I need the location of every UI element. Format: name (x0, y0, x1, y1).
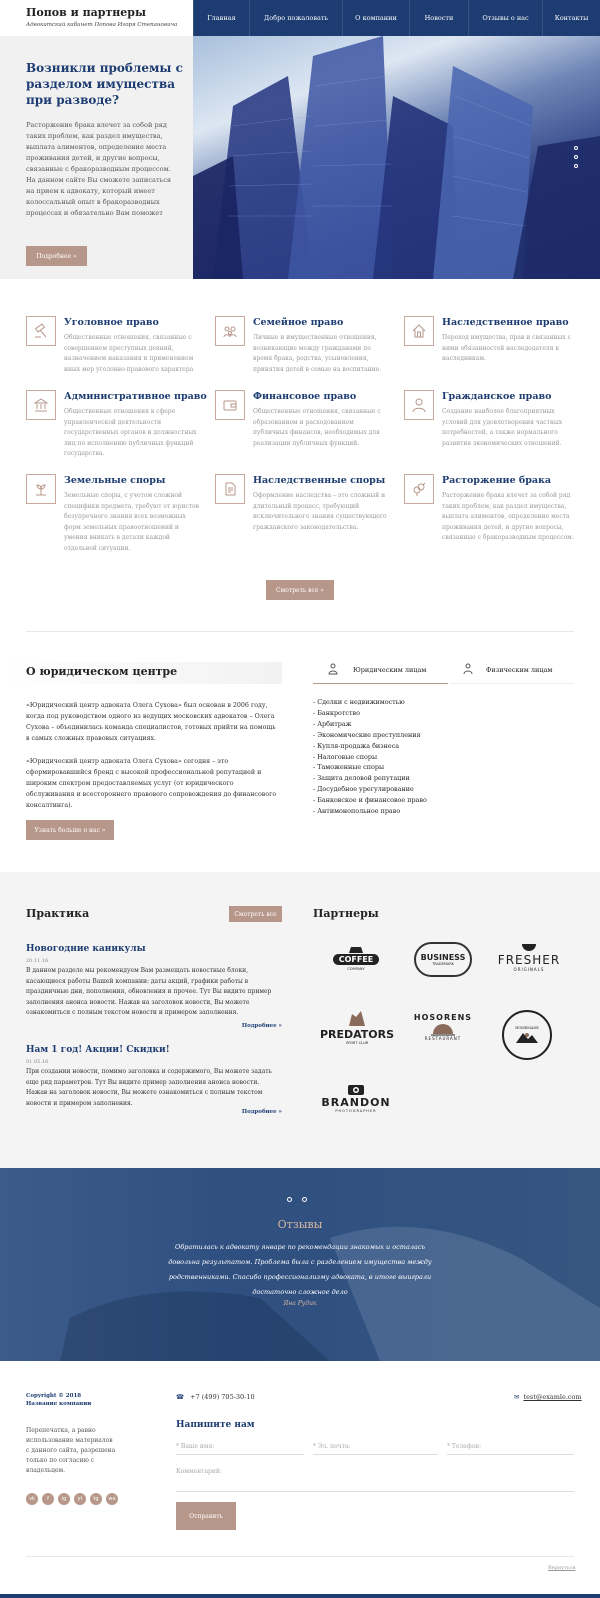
partner-logo-hosorens[interactable]: HOSORENS RESTAURANT (413, 1013, 473, 1041)
news-more-link[interactable]: Подробнее » (241, 1109, 282, 1116)
review-text: Обратилась к адвокату январе по рекомендации знакомых и осталась довольна результатом. Проблема была с разделением имущества между родственниками. Спасибо профессионализму адвоката, в итоге выиграли достаточно сложное дело (168, 1243, 432, 1296)
news-item (26, 944, 282, 1029)
brand-subtitle: Адвокатский кабинет Попова Игоря Степановича (26, 22, 178, 28)
facebook-icon[interactable]: f (42, 1493, 54, 1505)
news-item (26, 1045, 282, 1115)
service-text: Общественные отношения, связанные с образованием и расходованием публичных финансов, необходимых для реализации публичных функций. (253, 408, 381, 447)
list-item: - Таможенные споры (313, 763, 385, 772)
footer-note: Перепечатка, а равно использование материалов с данного сайта, разрешена только по согласию с владельцем. (26, 1427, 116, 1474)
about-paragraph: «Юридический центр адвоката Олега Сухова» был основан в 2006 году, когда под руководством одного из ведущих московских адвокатов – Олега Сухова – объединилась команда специалистов, готовых прийти на помощь в самых сложных правовых ситуациях. (26, 702, 276, 742)
list-item: - Банкротство (313, 708, 360, 717)
service-card[interactable] (215, 474, 395, 544)
nav-item-reviews[interactable]: Отзывы о нас (468, 0, 542, 36)
list-item: - Купля-продажа бизнеса (313, 741, 400, 750)
review-author: Яна Рудик (283, 1300, 317, 1307)
hero-image (193, 36, 600, 279)
comment-field[interactable]: Комментарий: (176, 1466, 574, 1492)
hero-text: Расторжение брака влечет за собой ряд таких проблем, как раздел имущества, выплата алиментов, определение места проживания детей, и другие вопросы, связанные с бракоразводным процессом. На данном сайте Вы сможете записаться на прием к адвокату, который имеет колоссальный опыт в бракоразводных процессах и обязательно Вам поможет (26, 121, 172, 217)
gender-icon (404, 474, 434, 504)
partner-logo-homemade[interactable]: HOMEMADE (502, 1010, 552, 1060)
footer-bottom-link[interactable]: Вернуться (548, 1565, 576, 1571)
about-title-bar (0, 662, 282, 684)
vk-icon[interactable]: vk (26, 1493, 38, 1505)
service-title: Земельные споры (64, 475, 166, 486)
services-view-all-button[interactable]: Смотреть все » (266, 580, 334, 600)
tab-label: Физическим лицам (486, 665, 553, 674)
hero-slider-dots[interactable] (574, 146, 578, 173)
list-item: - Налоговые споры (313, 752, 378, 761)
copyright-text: Copyright © 2018 (26, 1393, 82, 1399)
nav-item-contacts[interactable]: Контакты (542, 0, 600, 36)
email-field[interactable]: * Эл. почта: (313, 1441, 438, 1455)
service-text: Переход имущества, прав и связанных с ними обязанностей наследодателя к наследникам. (442, 334, 571, 363)
service-card[interactable] (26, 390, 206, 460)
service-text: Создание наиболее благоприятных условий для удовлетворения частных потребностей, а также нормального развития экономических отношений. (442, 408, 563, 447)
partner-logo-business[interactable]: BUSINESS TRADEMARK (412, 942, 474, 977)
service-card[interactable] (26, 474, 206, 552)
service-text: Общественные отношения в сфере управленческой деятельности государственных органов и должностных лиц по исполнению публичных функций государства. (64, 408, 197, 458)
brand[interactable] (0, 0, 193, 36)
youtube-icon[interactable]: yt (74, 1493, 86, 1505)
contact-form-title: Напишите нам (176, 1420, 255, 1430)
service-title: Семейное право (253, 317, 344, 328)
partner-logo-coffee[interactable]: COFFEE COMPANY (326, 944, 386, 971)
review-slider-dots[interactable] (287, 1197, 307, 1202)
practice-title: Практика (26, 907, 90, 920)
news-title[interactable]: Новогодние каникулы (26, 944, 146, 954)
nav-item-welcome[interactable]: Добро пожаловать (249, 0, 342, 36)
mail-icon: ✉ (514, 1393, 520, 1401)
list-item: - Защита деловой репутации (313, 774, 410, 783)
hero-panel (0, 36, 193, 279)
phone-number: +7 (499) 705-30-10 (190, 1393, 255, 1401)
telegram-icon[interactable]: tg (90, 1493, 102, 1505)
list-item: - Арбитраж (313, 719, 352, 728)
service-card[interactable] (404, 474, 584, 544)
copyright (26, 1392, 91, 1408)
whatsapp-icon[interactable]: wa (106, 1493, 118, 1505)
social-links (26, 1493, 118, 1505)
divider (26, 631, 574, 632)
service-title: Гражданское право (442, 391, 552, 402)
email-address: test@examle.com (523, 1393, 582, 1401)
brand-title: Попов и партнеры (26, 6, 147, 19)
site-header (0, 0, 600, 36)
service-text: Расторжение брака влечет за собой ряд таких проблем, как раздел имущества, выплата алиментов, определение места проживания детей, и другие вопросы, связанные с бракоразводным процессом. (442, 492, 574, 542)
about-more-button[interactable]: Узнать больше о нас » (26, 820, 114, 840)
bank-icon (26, 390, 56, 420)
document-icon (215, 474, 245, 504)
service-text: Личные и имущественные отношения, возникающие между гражданами по время брака, родства, усыновления, принятия детей в семью на воспитание. (253, 334, 382, 373)
service-title: Расторжение брака (442, 475, 552, 486)
footer-email[interactable] (514, 1393, 582, 1401)
about-title: О юридическом центре (26, 665, 178, 678)
list-item: - Экономические преступления (313, 730, 421, 739)
news-text: В данном разделе мы рекомендуем Вам размещать новостные блоки, касающиеся работы Вашей компании: даты акций, графики работы в праздничные дни, пополнения, обновления и прочее. Тут Вы видите пример заполнения анонса новости. Нажав на заголовок новости, Вы можете ознакомиться с полным текстом новости и примером заполнения. (26, 967, 272, 1017)
family-icon (215, 316, 245, 346)
submit-button[interactable]: Отправить (176, 1502, 236, 1530)
service-text: Земельные споры, с учетом сложной специфики предмета, требуют от юристов безупречного знания всех возможных форм земельных правоотношений и умения вникать в детали каждой отдельной ситуации. (64, 492, 200, 552)
service-card[interactable] (215, 316, 395, 386)
hero-more-button[interactable]: Подробнее » (26, 246, 87, 266)
partner-logo-brandon[interactable]: BRANDON PHOTOGRAPHER (324, 1082, 388, 1113)
house-icon (404, 316, 434, 346)
service-title: Наследственные споры (253, 475, 386, 486)
practice-view-all-button[interactable]: Смотреть все (229, 906, 282, 922)
wallet-icon (215, 390, 245, 420)
hero-title: Возникли проблемы с разделом имущества при разводе? (26, 61, 183, 107)
about-paragraph: «Юридический центр адвоката Олега Сухова» сегодня – это сформировавшийся бренд с высокой профессиональной репутацией и широким спектром предоставляемых услуг (от юридического обслуживания и всестороннего правового сопровождения до финансового консалтинга). (26, 758, 277, 809)
phone-field[interactable]: * Телефон: (447, 1441, 574, 1455)
company-name[interactable]: Название компании (26, 1401, 92, 1407)
list-item: - Банковское и финансовое право (313, 796, 427, 805)
partner-logo-predators[interactable]: PREDATORS SPORT CLUB (324, 1010, 390, 1045)
service-card[interactable] (26, 316, 206, 386)
legal-services-list (313, 697, 427, 817)
phone-icon: ☎ (176, 1393, 185, 1401)
plant-icon (26, 474, 56, 504)
news-more-link[interactable]: Подробнее » (241, 1022, 282, 1029)
person-icon (404, 390, 434, 420)
person-icon (450, 663, 486, 677)
list-item: - Досудебное урегулирование (313, 785, 414, 794)
service-card[interactable] (404, 316, 584, 386)
footer-phone[interactable] (176, 1393, 255, 1401)
reviews-title: Отзывы (277, 1218, 323, 1231)
instagram-icon[interactable]: ig (58, 1493, 70, 1505)
service-text: Оформление наследства – это сложный и длительный процесс, требующий исключительного знания существующего гражданского законодательства. (253, 492, 387, 531)
nav-item-news[interactable]: Новости (409, 0, 468, 36)
service-title: Административное право (64, 391, 207, 402)
nav-item-about[interactable]: О компании (342, 0, 409, 36)
tab-individuals[interactable] (450, 656, 574, 684)
partner-logo-fresher[interactable]: FRESHER ORIGINALS (494, 944, 564, 972)
tab-legal-entities[interactable] (313, 656, 448, 684)
main-nav (193, 0, 600, 36)
service-title: Уголовное право (64, 317, 159, 328)
service-card[interactable] (215, 390, 395, 460)
bottom-bar (0, 1594, 600, 1598)
name-field[interactable]: * Ваше имя: (176, 1441, 304, 1455)
partners-title: Партнеры (313, 907, 379, 920)
news-text: При создании новости, помимо заголовка и содержимого, Вы можете задать еще ряд параметров. Тут Вы видите пример заполнения анонса новости. Нажав на заголовок новости, Вы можете ознакомиться с полным текстом новости и примером заполнения. (26, 1068, 272, 1107)
list-item: - Антимонопольное право (313, 807, 401, 816)
news-date: 20.11.16 (26, 958, 49, 964)
tab-label: Юридическим лицам (353, 665, 427, 674)
service-text: Общественные отношения, связанные с совершением преступных деяний, назначением наказания и применением иных мер уголовно-правового характера (64, 334, 194, 373)
service-title: Финансовое право (253, 391, 357, 402)
service-card[interactable] (404, 390, 584, 460)
gavel-icon (26, 316, 56, 346)
nav-item-home[interactable]: Главная (193, 0, 249, 36)
footer-divider (26, 1556, 574, 1557)
news-date: 01.05.16 (26, 1059, 49, 1065)
list-item: - Сделки с недвижимостью (313, 698, 405, 706)
news-title[interactable]: Нам 1 год! Акции! Скидки! (26, 1045, 170, 1055)
building-person-icon (313, 663, 353, 677)
service-title: Наследственное право (442, 317, 569, 328)
